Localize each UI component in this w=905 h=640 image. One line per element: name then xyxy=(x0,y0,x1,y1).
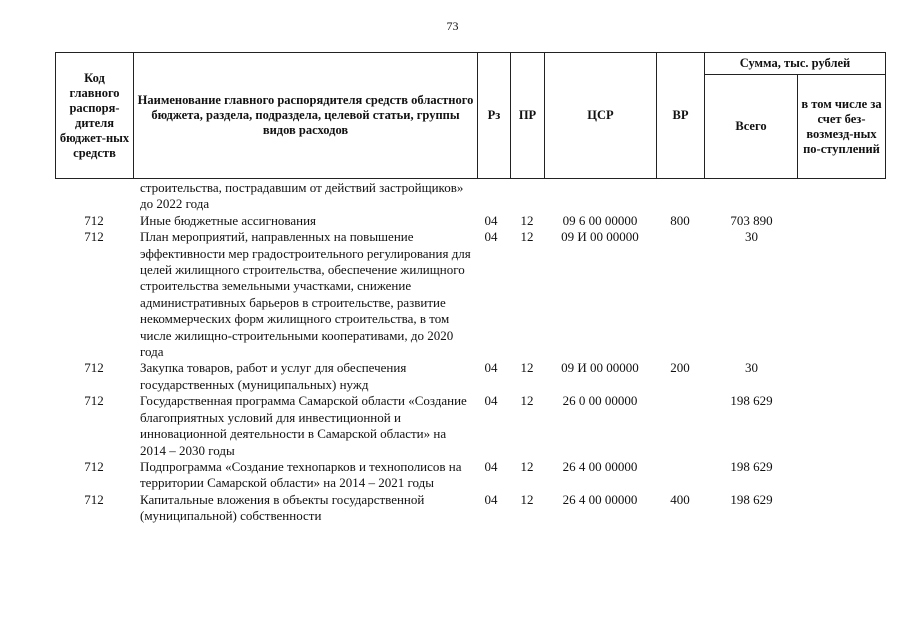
header-vr: ВР xyxy=(657,53,705,179)
cell-code: 712 xyxy=(84,393,104,409)
cell-rz: 04 xyxy=(484,212,498,228)
cell-total: 30 xyxy=(745,229,758,245)
cell-total: 198 629 xyxy=(730,458,773,474)
table-body xyxy=(55,180,885,525)
cell-name: Подпрограмма «Создание технопарков и технополисов на территории Самарской области» на 2014 – 2021 годы xyxy=(140,458,462,491)
cell-name: Капитальные вложения в объекты государственной (муниципальной) собственности xyxy=(140,491,425,524)
header-total: Всего xyxy=(705,75,798,179)
cell-pr: 12 xyxy=(520,229,534,245)
cell-rz: 04 xyxy=(484,491,498,507)
table-header xyxy=(55,52,886,179)
cell-code: 712 xyxy=(84,360,104,376)
table-row xyxy=(55,180,885,213)
table-row xyxy=(55,229,885,360)
cell-pr: 12 xyxy=(520,491,534,507)
cell-vr: 400 xyxy=(670,491,690,507)
cell-total: 198 629 xyxy=(730,393,773,409)
header-name: Наименование главного распорядителя средств областного бюджета, раздела, подраздела, целевой статьи, группы видов расходов xyxy=(134,53,478,179)
cell-csr: 26 4 00 00000 xyxy=(562,491,638,507)
cell-csr: 26 4 00 00000 xyxy=(562,458,638,474)
cell-rz: 04 xyxy=(484,458,498,474)
cell-total: 198 629 xyxy=(730,491,773,507)
header-rz: Рз xyxy=(478,53,511,179)
cell-pr: 12 xyxy=(520,458,534,474)
cell-name: Государственная программа Самарской области «Создание благоприятных условий для инвестиционной и инновационной деятельности в Самарской области» на 2014 – 2030 годы xyxy=(140,393,467,458)
cell-vr: 800 xyxy=(670,212,690,228)
table-row xyxy=(55,459,885,492)
cell-code: 712 xyxy=(84,212,104,228)
cell-name: строительства, пострадавшим от действий застройщиков» до 2022 года xyxy=(140,180,464,212)
header-sum: Сумма, тыс. рублей xyxy=(705,53,886,75)
header-including: в том числе за счет без-возмезд-ных по-ступлений xyxy=(798,75,886,179)
cell-pr: 12 xyxy=(520,212,534,228)
cell-vr: 200 xyxy=(670,360,690,376)
cell-rz: 04 xyxy=(484,393,498,409)
cell-pr: 12 xyxy=(520,393,534,409)
page-number: 73 xyxy=(446,19,459,33)
cell-name: Иные бюджетные ассигнования xyxy=(140,212,317,228)
cell-total: 30 xyxy=(745,360,758,376)
cell-code: 712 xyxy=(84,491,104,507)
cell-code: 712 xyxy=(84,458,104,474)
cell-csr: 09 6 00 00000 xyxy=(562,212,638,228)
table-row xyxy=(55,213,885,229)
cell-name: Закупка товаров, работ и услуг для обеспечения государственных (муниципальных) нужд xyxy=(140,360,407,392)
table-row xyxy=(55,360,885,393)
cell-pr: 12 xyxy=(520,360,534,376)
cell-rz: 04 xyxy=(484,360,498,376)
cell-csr: 09 И 00 00000 xyxy=(561,360,639,376)
header-pr: ПР xyxy=(511,53,545,179)
cell-rz: 04 xyxy=(484,229,498,245)
table-row xyxy=(55,393,885,459)
header-code: Код главного распоря-дителя бюджет-ных средств xyxy=(56,53,134,179)
cell-total: 703 890 xyxy=(730,212,773,228)
cell-csr: 26 0 00 00000 xyxy=(562,393,638,409)
cell-code: 712 xyxy=(84,229,104,245)
header-csr: ЦСР xyxy=(545,53,657,179)
table-row xyxy=(55,492,885,525)
cell-csr: 09 И 00 00000 xyxy=(561,229,639,245)
cell-name: План мероприятий, направленных на повышение эффективности мер градостроительного регулирования для целей жилищного строительства, обеспечение жилищного строительства земельными участками, снижение административных барьеров в строительстве, развитие некоммерческих форм жилищного строительства, в том числе жилищно-строительными кооперативами, до 2020 года xyxy=(140,229,471,360)
